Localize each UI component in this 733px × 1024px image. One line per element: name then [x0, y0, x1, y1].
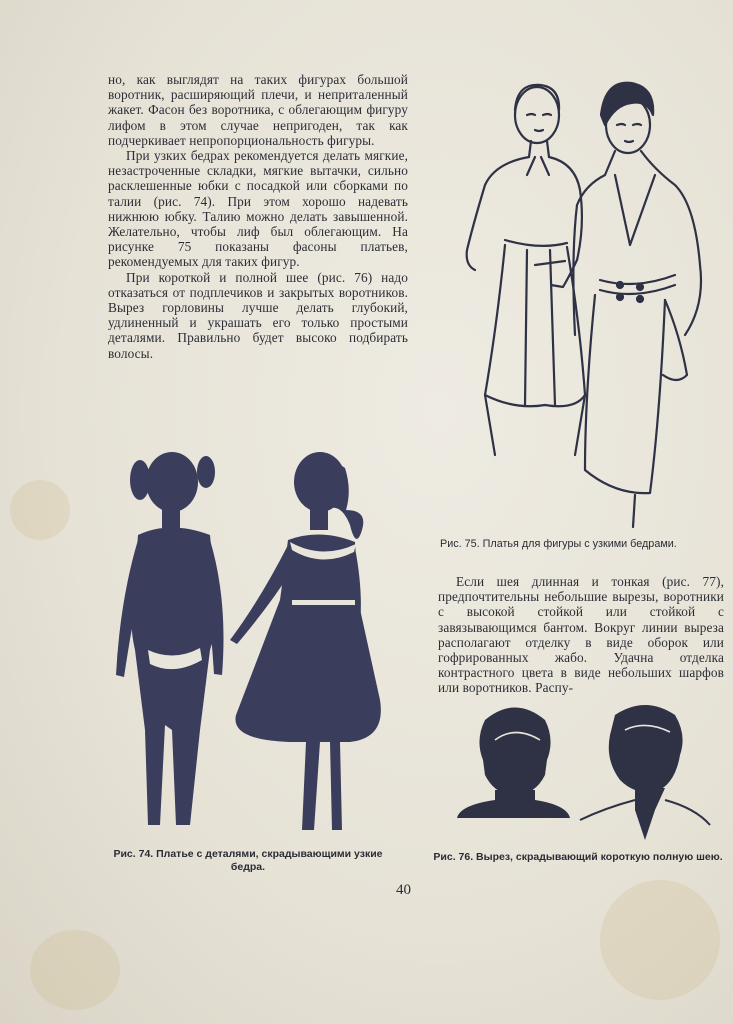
figure-75-illustration: [455, 75, 720, 530]
paragraph-3: При короткой и полной шее (рис. 76) надо отказаться от подплечиков и закрытых воротников. Вырез горловины лучше делать глубокий, удлиненный и украшать его только простыми деталями. Правильно будет высоко подбирать волосы.: [108, 269, 408, 361]
paper-stain: [10, 480, 70, 540]
figure-76-caption: Рис. 76. Вырез, скрадывающий короткую полную шею.: [433, 851, 723, 863]
paragraph-1: но, как выглядят на таких фигурах большой воротник, расширяющий плечи, и неприталенный жакет. Фасон без воротника, с облегающим фигуру лифом в этом случае непригоден, так как подчеркивает непропорциональность фигуры.: [108, 72, 408, 148]
figure-74-caption: Рис. 74. Платье с деталями, скрадывающими узкие бедра.: [113, 848, 383, 873]
figure-75-caption: Рис. 75. Платья для фигуры с узкими бедрами.: [440, 538, 677, 550]
figure-76-illustration: [455, 700, 715, 850]
right-text-column: [438, 574, 724, 696]
paragraph-2: При узких бедрах рекомендуется делать мягкие, незастроченные складки, мягкие вытачки, сильно расклешенные юбки с посадкой или сборками по талии (рис. 74). При этом хорошо надевать нижнюю юбку. Талию можно делать завышенной. Желательно, чтобы лиф был облегающим. На рисунке 75 показаны фасоны платьев, рекомендуемых для таких фигур.: [108, 148, 408, 270]
left-text-column: [108, 72, 408, 361]
paragraph-4: Если шея длинная и тонкая (рис. 77), предпочтительны небольшие вырезы, воротники с высокой стойкой или стойкой с завязывающимся бантом. Вокруг линии выреза располагают отделку в виде оборок или гофрированных жабо. Удачна отделка контрастного цвета в виде небольших шарфов или воротников. Распу-: [438, 574, 724, 696]
figure-74-illustration: [110, 450, 390, 835]
paper-stain: [600, 880, 720, 1000]
paper-stain: [30, 930, 120, 1010]
page-number: 40: [396, 882, 411, 898]
